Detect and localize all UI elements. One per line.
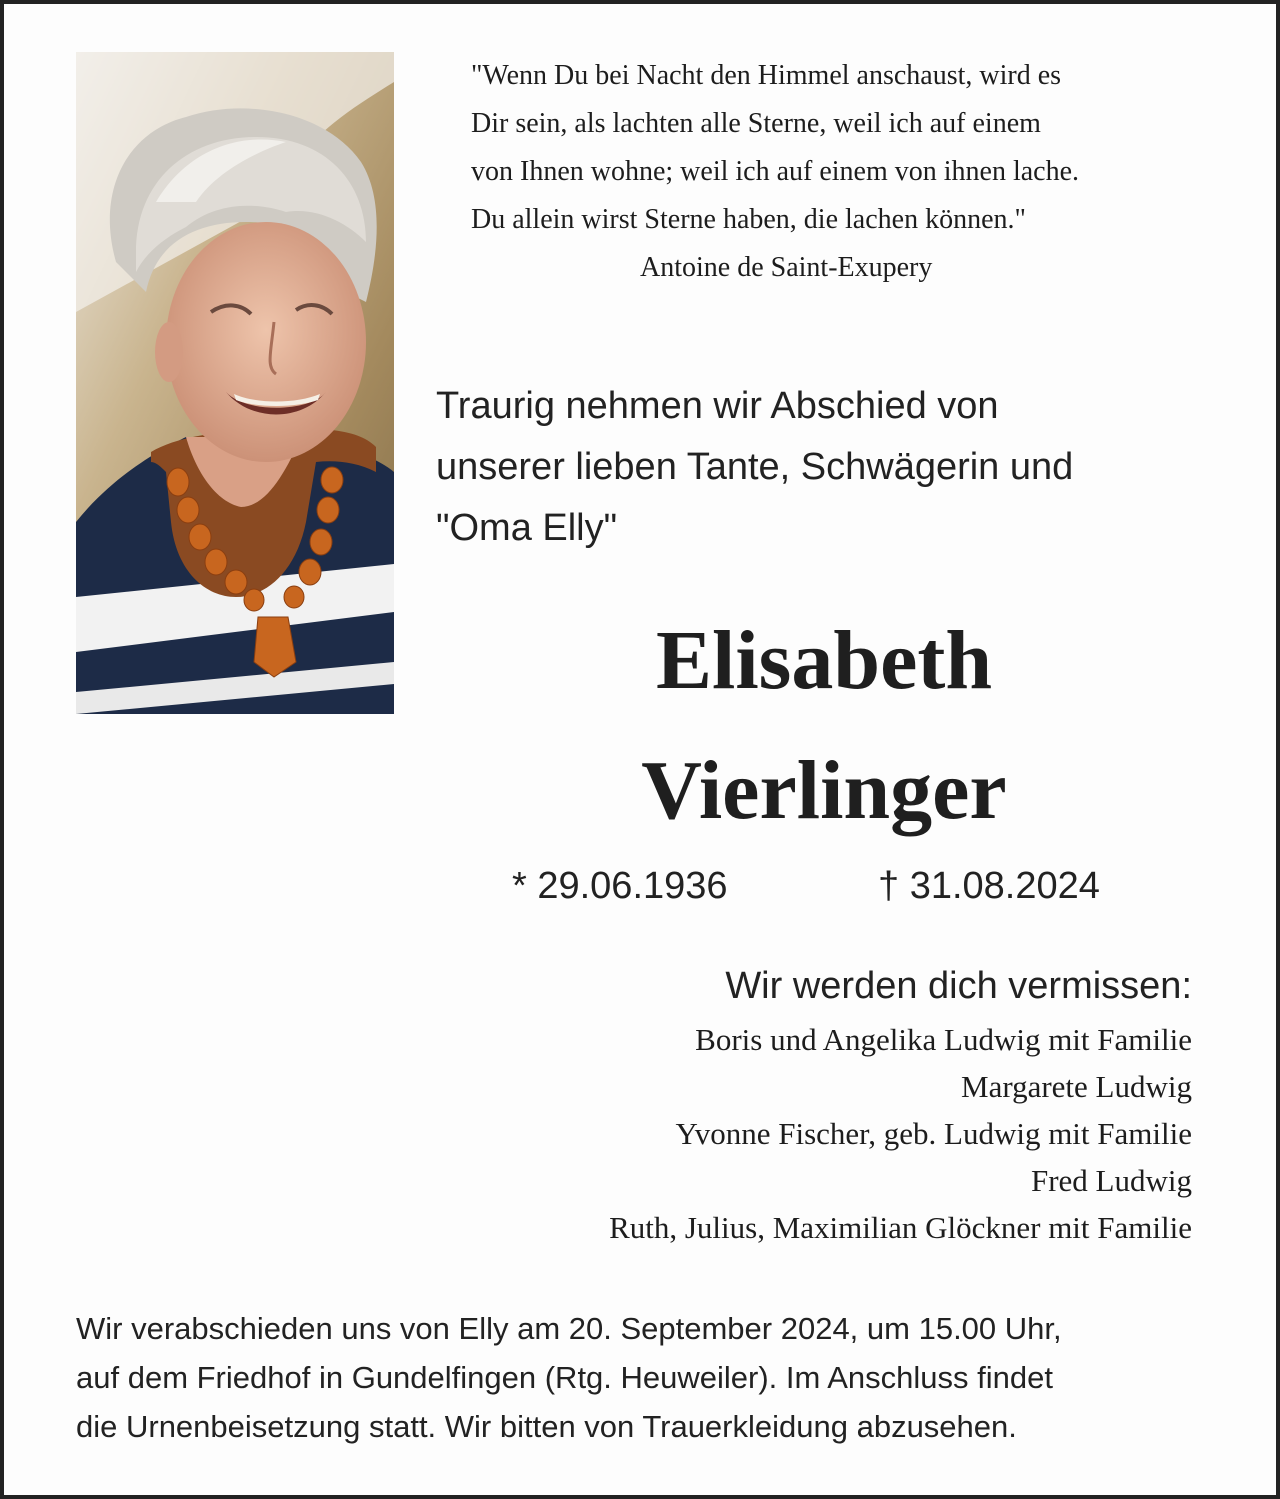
intro-line: "Oma Elly" (436, 507, 618, 549)
service-line: Wir verabschieden uns von Elly am 20. September 2024, um 15.00 Uhr, (76, 1311, 1062, 1346)
service-line: die Urnenbeisetzung statt. Wir bitten von Trauerkleidung abzusehen. (76, 1409, 1017, 1444)
quote-author: Antoine de Saint-Exupery (640, 252, 933, 283)
intro-line: unserer lieben Tante, Schwägerin und (436, 446, 1074, 488)
service-line: auf dem Friedhof in Gundelfingen (Rtg. Heuweiler). Im Anschluss findet (76, 1360, 1053, 1395)
death-date: † 31.08.2024 (878, 865, 1100, 907)
quote-block (444, 52, 1244, 292)
portrait-photo (76, 52, 394, 714)
mourner-name: Yvonne Fischer, geb. Ludwig mit Familie (675, 1116, 1192, 1151)
last-name: Vierlinger (641, 744, 1007, 837)
quote-line: Dir sein, als lachten alle Sterne, weil ich auf einem (471, 108, 1041, 139)
quote-line: Du allein wirst Sterne haben, die lachen können." (471, 204, 1026, 235)
mourner-name: Fred Ludwig (1030, 1163, 1192, 1198)
quote-line: von Ihnen wohne; weil ich auf einem von ihnen lache. (471, 156, 1080, 187)
intro-line: Traurig nehmen wir Abschied von (436, 385, 999, 427)
mourner-name: Ruth, Julius, Maximilian Glöckner mit Familie (609, 1210, 1192, 1245)
portrait-photo-icon (76, 52, 394, 714)
deceased-name (444, 596, 1204, 856)
quote-line: "Wenn Du bei Nacht den Himmel anschaust, wird es (471, 60, 1062, 91)
mourners-block (392, 956, 1192, 1251)
mourner-name: Boris und Angelika Ludwig mit Familie (695, 1022, 1192, 1057)
first-name: Elisabeth (655, 614, 993, 707)
service-details (76, 1304, 1216, 1451)
birth-date: * 29.06.1936 (512, 865, 728, 907)
mourners-heading: Wir werden dich vermissen: (725, 965, 1192, 1007)
farewell-intro (436, 376, 1236, 559)
mourner-name: Margarete Ludwig (961, 1069, 1192, 1104)
